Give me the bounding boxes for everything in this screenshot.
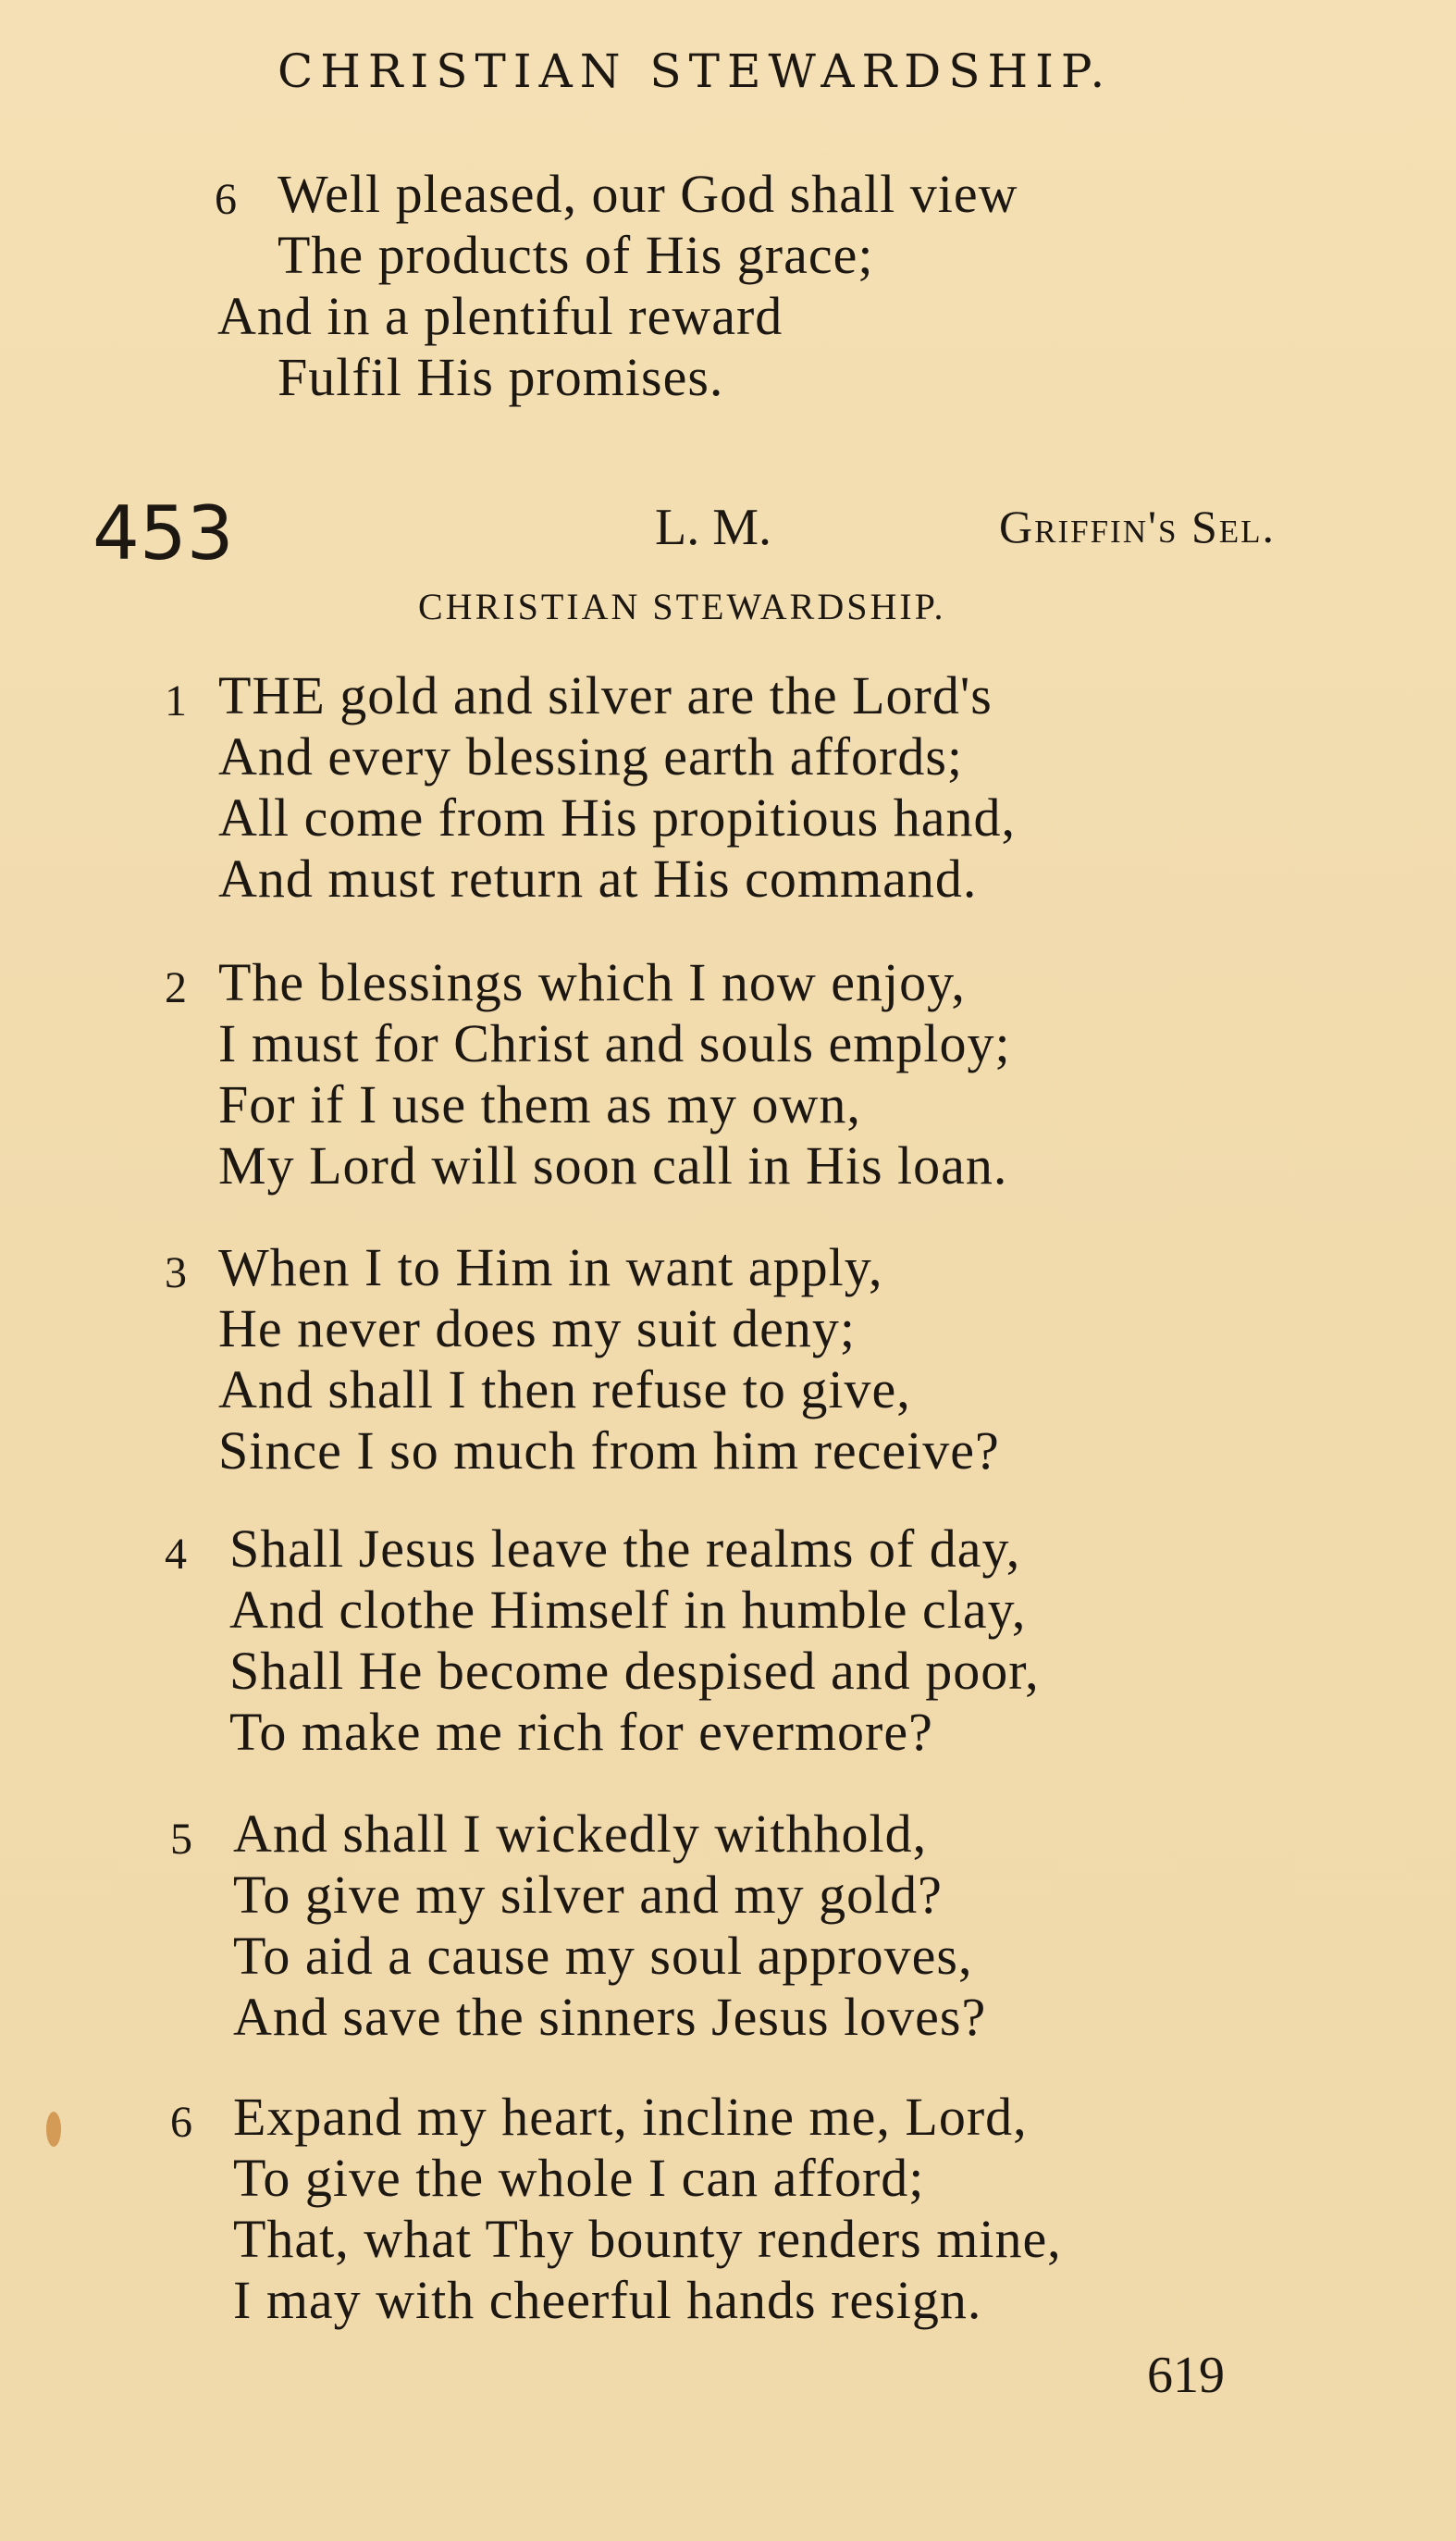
stanza-number: 6: [215, 175, 237, 224]
stanza-number: 6: [170, 2098, 192, 2147]
ink-spot-decoration: [46, 2112, 61, 2147]
stanza-line: And save the sinners Jesus loves?: [233, 1987, 987, 2047]
stanza-line: For if I use them as my own,: [218, 1074, 861, 1134]
stanza-line: The blessings which I now enjoy,: [218, 952, 966, 1012]
stanza-line: Since I so much from him receive?: [218, 1420, 1000, 1481]
hymn-number: 453: [93, 490, 234, 576]
stanza-line: Well pleased, our God shall view: [278, 164, 1018, 224]
stanza-line: To aid a cause my soul approves,: [233, 1926, 973, 1986]
running-head: CHRISTIAN STEWARDSHIP.: [278, 44, 1113, 98]
stanza-line: All come from His propitious hand,: [218, 787, 1017, 848]
stanza-number: 5: [170, 1815, 192, 1864]
stanza-line: Shall He become despised and poor,: [229, 1641, 1040, 1701]
stanza-number: 2: [165, 963, 187, 1012]
stanza-line: And every blessing earth affords;: [218, 726, 964, 787]
stanza-line: THE gold and silver are the Lord's: [218, 665, 993, 725]
stanza-line: Expand my heart, incline me, Lord,: [233, 2087, 1028, 2147]
stanza-line: And in a plentiful reward: [217, 286, 784, 346]
hymn-source: Griffin's Sel.: [999, 501, 1277, 552]
page-number: 619: [1147, 2347, 1225, 2404]
stanza-line: The products of His grace;: [278, 225, 874, 285]
stanza-line: My Lord will soon call in His loan.: [218, 1135, 1008, 1196]
stanza-line: I must for Christ and souls employ;: [218, 1013, 1011, 1073]
stanza-line: To make me rich for evermore?: [229, 1702, 933, 1762]
stanza-line: That, what Thy bounty renders mine,: [233, 2209, 1062, 2269]
stanza-line: And clothe Himself in humble clay,: [229, 1580, 1027, 1640]
stanza-line: To give the whole I can afford;: [233, 2148, 925, 2208]
stanza-line: Fulfil His promises.: [278, 347, 724, 407]
stanza-number: 1: [165, 676, 187, 725]
stanza-line: And shall I then refuse to give,: [218, 1359, 911, 1419]
stanza-line: He never does my suit deny;: [218, 1298, 857, 1358]
hymn-subtitle: CHRISTIAN STEWARDSHIP.: [418, 586, 946, 627]
stanza-line: Shall Jesus leave the realms of day,: [229, 1518, 1021, 1579]
stanza-number: 3: [165, 1248, 187, 1297]
hymn-meter: L. M.: [655, 499, 771, 556]
stanza-line: And must return at His command.: [218, 849, 978, 909]
stanza-number: 4: [165, 1530, 187, 1579]
stanza-line: To give my silver and my gold?: [233, 1865, 943, 1925]
stanza-line: When I to Him in want apply,: [218, 1237, 883, 1297]
stanza-line: I may with cheerful hands resign.: [233, 2270, 982, 2330]
stanza-line: And shall I wickedly withhold,: [233, 1803, 928, 1864]
